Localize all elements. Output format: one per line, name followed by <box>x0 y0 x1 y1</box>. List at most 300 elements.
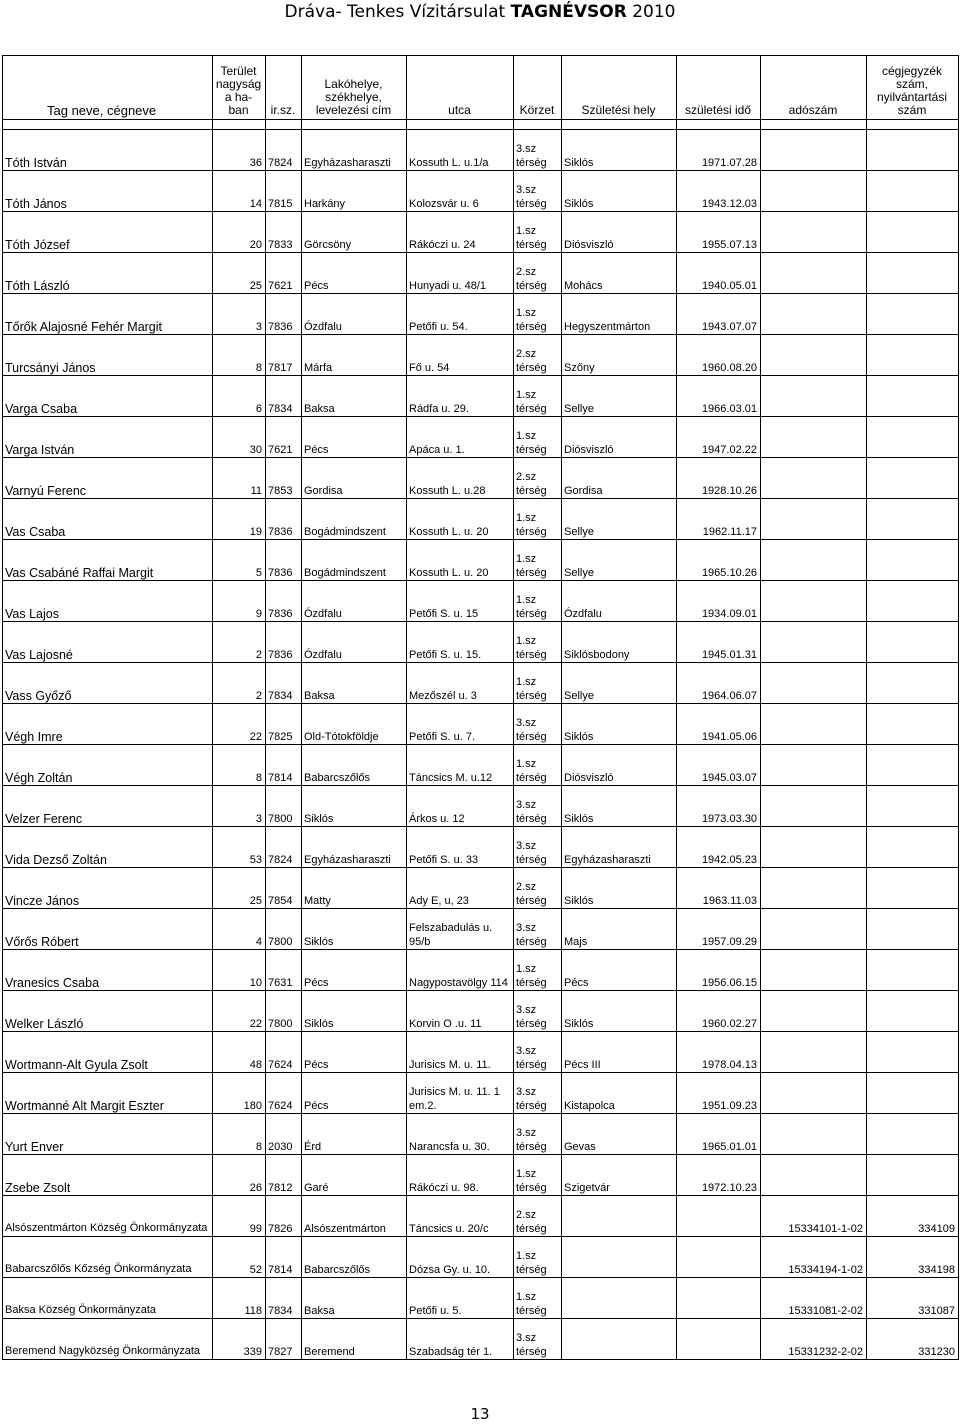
birth-date: 1940.05.01 <box>677 253 761 294</box>
postal-code: 7800 <box>266 991 302 1032</box>
birth-date: 1966.03.01 <box>677 376 761 417</box>
area-value: 22 <box>213 991 266 1032</box>
district-value: 3.sz térség <box>514 827 562 868</box>
birth-date: 1964.06.07 <box>677 663 761 704</box>
registry-number <box>867 991 959 1032</box>
registry-number <box>867 581 959 622</box>
birth-date: 1962.11.17 <box>677 499 761 540</box>
postal-code: 7826 <box>266 1196 302 1237</box>
member-name: Turcsányi János <box>3 335 213 376</box>
postal-code: 7800 <box>266 786 302 827</box>
registry-number <box>867 171 959 212</box>
postal-code: 7824 <box>266 827 302 868</box>
postal-code: 7624 <box>266 1032 302 1073</box>
city-name: Beremend <box>302 1319 407 1360</box>
registry-number <box>867 294 959 335</box>
district-value: 1.sz térség <box>514 1237 562 1278</box>
area-value: 2 <box>213 663 266 704</box>
tax-number <box>761 1155 867 1196</box>
table-row <box>3 335 959 376</box>
member-name: Vas Csaba <box>3 499 213 540</box>
registry-number <box>867 786 959 827</box>
member-name: Tőrők Alajosné Fehér Margit <box>3 294 213 335</box>
street-address: Petőfi u. 5. <box>407 1278 514 1319</box>
birth-place <box>562 1237 677 1278</box>
street-address: Jurisics M. u. 11. <box>407 1032 514 1073</box>
area-value: 52 <box>213 1237 266 1278</box>
member-name: Zsebe Zsolt <box>3 1155 213 1196</box>
tax-number: 15334101-1-02 <box>761 1196 867 1237</box>
postal-code: 7800 <box>266 909 302 950</box>
postal-code: 7621 <box>266 253 302 294</box>
street-address: Kossuth L. u.28 <box>407 458 514 499</box>
registry-number <box>867 130 959 171</box>
member-name: Babarcszőlős Kőzség Önkormányzata <box>3 1237 213 1278</box>
birth-date: 1934.09.01 <box>677 581 761 622</box>
city-name: Babarcszőlős <box>302 1237 407 1278</box>
street-address: Fő u. 54 <box>407 335 514 376</box>
tax-number <box>761 130 867 171</box>
birth-date <box>677 1278 761 1319</box>
registry-number <box>867 458 959 499</box>
tax-number <box>761 335 867 376</box>
district-value: 3.sz térség <box>514 991 562 1032</box>
street-address: Petőfi S. u. 15 <box>407 581 514 622</box>
street-address: Felszabadulás u. 95/b <box>407 909 514 950</box>
area-value: 20 <box>213 212 266 253</box>
district-value: 3.sz térség <box>514 704 562 745</box>
birth-date: 1965.10.26 <box>677 540 761 581</box>
member-name: Vas Lajos <box>3 581 213 622</box>
table-row <box>3 1114 959 1155</box>
tax-number <box>761 294 867 335</box>
city-name: Érd <box>302 1114 407 1155</box>
registry-number <box>867 827 959 868</box>
city-name: Baksa <box>302 663 407 704</box>
city-name: Babarcszőlős <box>302 745 407 786</box>
street-address: Hunyadi u. 48/1 <box>407 253 514 294</box>
postal-code: 7834 <box>266 663 302 704</box>
table-row <box>3 868 959 909</box>
birth-date: 1973.03.30 <box>677 786 761 827</box>
birth-date <box>677 1196 761 1237</box>
birth-place: Sellye <box>562 376 677 417</box>
birth-date: 1972.10.23 <box>677 1155 761 1196</box>
city-name: Harkány <box>302 171 407 212</box>
table-row <box>3 581 959 622</box>
district-value: 1.sz térség <box>514 950 562 991</box>
street-address: Táncsics u. 20/c <box>407 1196 514 1237</box>
birth-place: Siklós <box>562 786 677 827</box>
area-value: 36 <box>213 130 266 171</box>
spacer-row <box>3 120 959 130</box>
birth-place: Diósviszló <box>562 745 677 786</box>
area-value: 3 <box>213 294 266 335</box>
district-value: 3.sz térség <box>514 1114 562 1155</box>
area-value: 99 <box>213 1196 266 1237</box>
district-value: 1.sz térség <box>514 294 562 335</box>
registry-number <box>867 1114 959 1155</box>
street-address: Narancsfa u. 30. <box>407 1114 514 1155</box>
city-name: Pécs <box>302 1032 407 1073</box>
member-name: Vas Csabáné Raffai Margit <box>3 540 213 581</box>
district-value: 3.sz térség <box>514 130 562 171</box>
postal-code: 7836 <box>266 581 302 622</box>
member-name: Tóth József <box>3 212 213 253</box>
birth-place: Diósviszló <box>562 212 677 253</box>
area-value: 4 <box>213 909 266 950</box>
table-row <box>3 950 959 991</box>
registry-number <box>867 950 959 991</box>
area-value: 3 <box>213 786 266 827</box>
table-row <box>3 253 959 294</box>
registry-number <box>867 499 959 540</box>
header-irsz: ir.sz. <box>266 56 302 120</box>
street-address: Árkos u. 12 <box>407 786 514 827</box>
member-name: Velzer Ferenc <box>3 786 213 827</box>
member-name: Vőrős Róbert <box>3 909 213 950</box>
city-name: Siklós <box>302 786 407 827</box>
tax-number <box>761 376 867 417</box>
city-name: Pécs <box>302 950 407 991</box>
birth-date: 1941.05.06 <box>677 704 761 745</box>
postal-code: 7836 <box>266 499 302 540</box>
registry-number <box>867 704 959 745</box>
registry-number: 331230 <box>867 1319 959 1360</box>
header-birthplace: Születési hely <box>562 56 677 120</box>
table-row <box>3 1155 959 1196</box>
tax-number <box>761 253 867 294</box>
district-value: 3.sz térség <box>514 909 562 950</box>
street-address: Ady E, u, 23 <box>407 868 514 909</box>
birth-date: 1956.06.15 <box>677 950 761 991</box>
postal-code: 7836 <box>266 622 302 663</box>
postal-code: 7815 <box>266 171 302 212</box>
area-value: 5 <box>213 540 266 581</box>
tax-number <box>761 868 867 909</box>
area-value: 8 <box>213 745 266 786</box>
tax-number: 15331232-2-02 <box>761 1319 867 1360</box>
postal-code: 7814 <box>266 745 302 786</box>
district-value: 1.sz térség <box>514 622 562 663</box>
area-value: 14 <box>213 171 266 212</box>
birth-place: Pécs III <box>562 1032 677 1073</box>
city-name: Ózdfalu <box>302 622 407 663</box>
birth-date <box>677 1237 761 1278</box>
street-address: Rákóczi u. 98. <box>407 1155 514 1196</box>
street-address: Táncsics M. u.12 <box>407 745 514 786</box>
postal-code: 7833 <box>266 212 302 253</box>
area-value: 2 <box>213 622 266 663</box>
table-row <box>3 786 959 827</box>
birth-place: Diósviszló <box>562 417 677 458</box>
district-value: 1.sz térség <box>514 1278 562 1319</box>
tax-number: 15334194-1-02 <box>761 1237 867 1278</box>
birth-date: 1960.08.20 <box>677 335 761 376</box>
street-address: Korvin O .u. 11 <box>407 991 514 1032</box>
city-name: Baksa <box>302 1278 407 1319</box>
member-name: Vas Lajosné <box>3 622 213 663</box>
street-address: Petőfi S. u. 15. <box>407 622 514 663</box>
city-name: Bogádmindszent <box>302 499 407 540</box>
member-name: Baksa Község Önkormányzata <box>3 1278 213 1319</box>
postal-code: 7624 <box>266 1073 302 1114</box>
registry-number <box>867 663 959 704</box>
postal-code: 7621 <box>266 417 302 458</box>
city-name: Old-Tótokföldje <box>302 704 407 745</box>
district-value: 3.sz térség <box>514 1073 562 1114</box>
city-name: Baksa <box>302 376 407 417</box>
registry-number <box>867 1032 959 1073</box>
tax-number <box>761 540 867 581</box>
tax-number <box>761 1032 867 1073</box>
area-value: 339 <box>213 1319 266 1360</box>
street-address: Mezőszél u. 3 <box>407 663 514 704</box>
street-address: Kossuth L. u. 20 <box>407 540 514 581</box>
birth-date: 1963.11.03 <box>677 868 761 909</box>
member-name: Varnyú Ferenc <box>3 458 213 499</box>
birth-place: Siklós <box>562 704 677 745</box>
street-address: Kolozsvár u. 6 <box>407 171 514 212</box>
member-name: Wortmann-Alt Gyula Zsolt <box>3 1032 213 1073</box>
birth-place: Siklós <box>562 991 677 1032</box>
street-address: Apáca u. 1. <box>407 417 514 458</box>
district-value: 1.sz térség <box>514 1155 562 1196</box>
birth-place: Pécs <box>562 950 677 991</box>
tax-number <box>761 458 867 499</box>
table-row <box>3 458 959 499</box>
postal-code: 7854 <box>266 868 302 909</box>
birth-date: 1978.04.13 <box>677 1032 761 1073</box>
birth-date: 1960.02.27 <box>677 991 761 1032</box>
birth-place: Egyházasharaszti <box>562 827 677 868</box>
table-row <box>3 909 959 950</box>
birth-date: 1947.02.22 <box>677 417 761 458</box>
city-name: Görcsöny <box>302 212 407 253</box>
table-row <box>3 1073 959 1114</box>
birth-date: 1971.07.28 <box>677 130 761 171</box>
district-value: 1.sz térség <box>514 212 562 253</box>
registry-number <box>867 745 959 786</box>
registry-number <box>867 540 959 581</box>
tax-number: 15331081-2-02 <box>761 1278 867 1319</box>
member-name: Yurt Enver <box>3 1114 213 1155</box>
registry-number <box>867 417 959 458</box>
table-row <box>3 827 959 868</box>
street-address: Petőfi S. u. 33 <box>407 827 514 868</box>
postal-code: 7853 <box>266 458 302 499</box>
area-value: 30 <box>213 417 266 458</box>
header-address: Lakóhelye, székhelye, levelezési cím <box>302 56 407 120</box>
area-value: 8 <box>213 335 266 376</box>
district-value: 1.sz térség <box>514 499 562 540</box>
district-value: 2.sz térség <box>514 253 562 294</box>
registry-number <box>867 335 959 376</box>
street-address: Petőfi u. 54. <box>407 294 514 335</box>
header-district: Körzet <box>514 56 562 120</box>
tax-number <box>761 622 867 663</box>
birth-place: Kistapolca <box>562 1073 677 1114</box>
city-name: Márfa <box>302 335 407 376</box>
street-address: Rákóczi u. 24 <box>407 212 514 253</box>
table-row <box>3 1278 959 1319</box>
city-name: Pécs <box>302 417 407 458</box>
district-value: 1.sz térség <box>514 581 562 622</box>
city-name: Pécs <box>302 1073 407 1114</box>
birth-date: 1945.01.31 <box>677 622 761 663</box>
district-value: 3.sz térség <box>514 786 562 827</box>
member-name: Vranesics Csaba <box>3 950 213 991</box>
table-row <box>3 130 959 171</box>
table-row <box>3 745 959 786</box>
birth-date: 1928.10.26 <box>677 458 761 499</box>
area-value: 9 <box>213 581 266 622</box>
registry-number <box>867 868 959 909</box>
postal-code: 7827 <box>266 1319 302 1360</box>
birth-place: Sellye <box>562 499 677 540</box>
registry-number <box>867 1155 959 1196</box>
area-value: 180 <box>213 1073 266 1114</box>
birth-place: Hegyszentmárton <box>562 294 677 335</box>
birth-place <box>562 1319 677 1360</box>
postal-code: 7836 <box>266 540 302 581</box>
postal-code: 7834 <box>266 376 302 417</box>
table-row <box>3 704 959 745</box>
registry-number: 334109 <box>867 1196 959 1237</box>
area-value: 10 <box>213 950 266 991</box>
street-address: Nagypostavölgy 114 <box>407 950 514 991</box>
area-value: 19 <box>213 499 266 540</box>
district-value: 1.sz térség <box>514 376 562 417</box>
birth-place: Szigetvár <box>562 1155 677 1196</box>
member-name: Welker László <box>3 991 213 1032</box>
registry-number: 334198 <box>867 1237 959 1278</box>
tax-number <box>761 950 867 991</box>
tax-number <box>761 909 867 950</box>
registry-number <box>867 376 959 417</box>
city-name: Egyházasharaszti <box>302 130 407 171</box>
tax-number <box>761 417 867 458</box>
district-value: 3.sz térség <box>514 1032 562 1073</box>
member-name: Alsószentmárton Község Önkormányzata <box>3 1196 213 1237</box>
city-name: Ózdfalu <box>302 294 407 335</box>
postal-code: 7814 <box>266 1237 302 1278</box>
birth-place: Siklósbodony <box>562 622 677 663</box>
member-name: Tóth János <box>3 171 213 212</box>
header-taxno: adószám <box>761 56 867 120</box>
member-name: Tóth László <box>3 253 213 294</box>
city-name: Siklós <box>302 991 407 1032</box>
district-value: 3.sz térség <box>514 1319 562 1360</box>
postal-code: 7812 <box>266 1155 302 1196</box>
table-row <box>3 540 959 581</box>
district-value: 2.sz térség <box>514 458 562 499</box>
street-address: Dózsa Gy. u. 10. <box>407 1237 514 1278</box>
table-row <box>3 294 959 335</box>
member-name: Tóth István <box>3 130 213 171</box>
table-row <box>3 991 959 1032</box>
birth-place: Sellye <box>562 540 677 581</box>
area-value: 22 <box>213 704 266 745</box>
birth-date <box>677 1319 761 1360</box>
area-value: 118 <box>213 1278 266 1319</box>
member-name: Varga István <box>3 417 213 458</box>
table-row <box>3 376 959 417</box>
district-value: 1.sz térség <box>514 540 562 581</box>
area-value: 8 <box>213 1114 266 1155</box>
tax-number <box>761 827 867 868</box>
district-value: 2.sz térség <box>514 868 562 909</box>
postal-code: 2030 <box>266 1114 302 1155</box>
tax-number <box>761 499 867 540</box>
birth-place: Sellye <box>562 663 677 704</box>
postal-code: 7824 <box>266 130 302 171</box>
area-value: 25 <box>213 253 266 294</box>
street-address: Szabadság tér 1. <box>407 1319 514 1360</box>
header-name: Tag neve, cégneve <box>3 56 213 120</box>
birth-place: Mohács <box>562 253 677 294</box>
table-row <box>3 212 959 253</box>
table-row <box>3 171 959 212</box>
table-row <box>3 417 959 458</box>
birth-place: Majs <box>562 909 677 950</box>
page-number: 13 <box>470 1405 490 1423</box>
area-value: 6 <box>213 376 266 417</box>
city-name: Siklós <box>302 909 407 950</box>
table-row <box>3 622 959 663</box>
registry-number <box>867 212 959 253</box>
birth-date: 1943.07.07 <box>677 294 761 335</box>
tax-number <box>761 663 867 704</box>
member-name: Beremend Nagyközség Önkormányzata <box>3 1319 213 1360</box>
tax-number <box>761 991 867 1032</box>
area-value: 25 <box>213 868 266 909</box>
postal-code: 7817 <box>266 335 302 376</box>
district-value: 3.sz térség <box>514 171 562 212</box>
birth-place: Siklós <box>562 171 677 212</box>
table-row <box>3 1319 959 1360</box>
tax-number <box>761 704 867 745</box>
district-value: 1.sz térség <box>514 663 562 704</box>
member-name: Végh Imre <box>3 704 213 745</box>
district-value: 1.sz térség <box>514 745 562 786</box>
table-row <box>3 1237 959 1278</box>
member-name: Vida Dezső Zoltán <box>3 827 213 868</box>
table-row <box>3 1196 959 1237</box>
street-address: Kossuth L. u. 20 <box>407 499 514 540</box>
member-name: Varga Csaba <box>3 376 213 417</box>
registry-number: 331087 <box>867 1278 959 1319</box>
birth-date: 1965.01.01 <box>677 1114 761 1155</box>
tax-number <box>761 745 867 786</box>
birth-date: 1945.03.07 <box>677 745 761 786</box>
city-name: Ózdfalu <box>302 581 407 622</box>
district-value: 2.sz térség <box>514 335 562 376</box>
birth-place: Ózdfalu <box>562 581 677 622</box>
birth-date: 1955.07.13 <box>677 212 761 253</box>
tax-number <box>761 581 867 622</box>
street-address: Petőfi S. u. 7. <box>407 704 514 745</box>
postal-code: 7825 <box>266 704 302 745</box>
tax-number <box>761 171 867 212</box>
header-regno: cégjegyzék szám, nyilvántartási szám <box>867 56 959 120</box>
registry-number <box>867 909 959 950</box>
city-name: Egyházasharaszti <box>302 827 407 868</box>
city-name: Matty <box>302 868 407 909</box>
header-area: Terület nagyság a ha-ban <box>213 56 266 120</box>
table-row <box>3 663 959 704</box>
table-row <box>3 499 959 540</box>
